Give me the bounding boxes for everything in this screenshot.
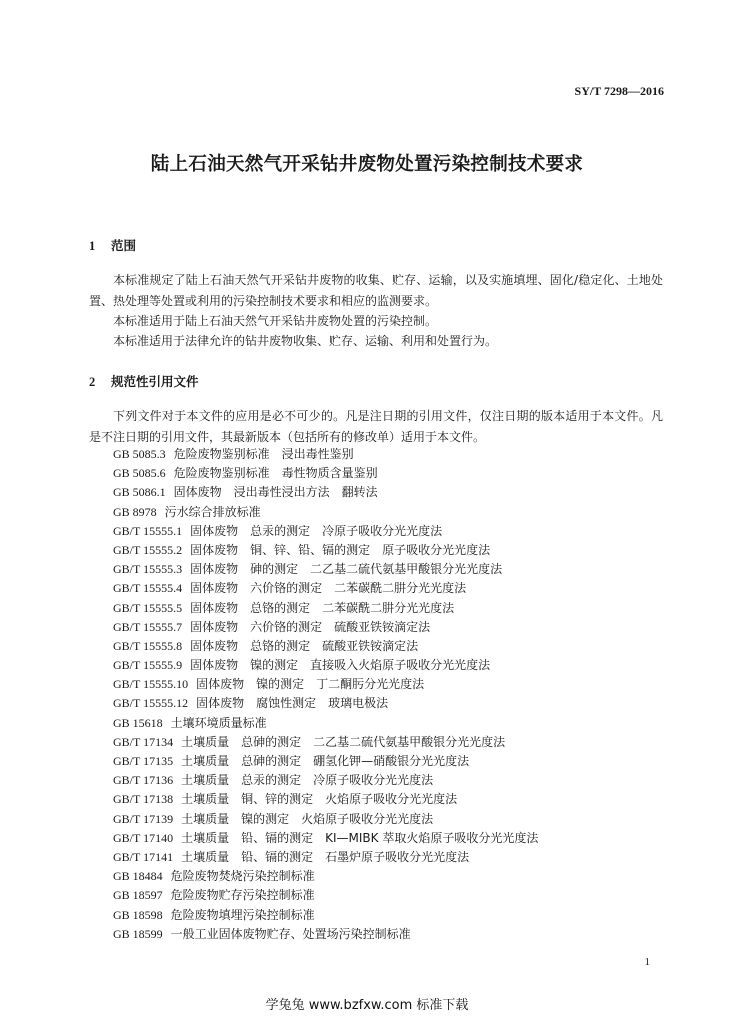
reference-title: 危险废物鉴别标准 毒性物质含量鉴别 bbox=[173, 466, 378, 481]
reference-item bbox=[113, 848, 538, 867]
section-2-heading bbox=[89, 372, 199, 390]
reference-item bbox=[113, 445, 538, 464]
section-1-number: 1 bbox=[89, 239, 96, 253]
reference-code: GB/T 15555.10 bbox=[113, 677, 189, 692]
reference-code: GB 5085.3 bbox=[113, 447, 166, 461]
reference-title: 危险废物焚烧污染控制标准 bbox=[170, 869, 315, 884]
reference-title: 固体废物 六价铬的测定 硫酸亚铁铵滴定法 bbox=[190, 619, 431, 634]
reference-item bbox=[113, 656, 538, 675]
reference-item bbox=[113, 637, 538, 656]
reference-title: 土壤质量 铜、锌的测定 火焰原子吸收分光光度法 bbox=[181, 792, 458, 807]
reference-title: 固体废物 六价铬的测定 二苯碳酰二肼分光光度法 bbox=[190, 581, 467, 596]
reference-item bbox=[113, 829, 538, 848]
reference-title: 固体废物 总汞的测定 冷原子吸收分光光度法 bbox=[190, 523, 443, 538]
reference-code: GB/T 15555.8 bbox=[113, 638, 183, 653]
references-intro: 下列文件对于本文件的应用是必不可少的。凡是注日期的引用文件，仅注日期的版本适用于本文件。凡是不注日期的引用文件，其最新版本（包括所有的修改单）适用于本文件。 bbox=[89, 409, 663, 444]
reference-code: GB/T 15555.7 bbox=[113, 619, 183, 634]
reference-code: GB/T 17136 bbox=[113, 773, 174, 788]
reference-title: 固体废物 总铬的测定 二苯碳酰二肼分光光度法 bbox=[190, 600, 455, 615]
reference-title: 土壤质量 铅、镉的测定 石墨炉原子吸收分光光度法 bbox=[181, 849, 470, 864]
document-title: 陆上石油天然气开采钻井废物处置污染控制技术要求 bbox=[150, 154, 584, 175]
reference-title: 固体废物 总铬的测定 硫酸亚铁铵滴定法 bbox=[190, 638, 419, 653]
reference-item bbox=[113, 733, 538, 752]
reference-code: GB/T 15555.5 bbox=[113, 600, 183, 615]
section-1-title: 范围 bbox=[111, 238, 137, 253]
reference-code: GB 8978 bbox=[113, 504, 157, 519]
reference-code: GB/T 15555.12 bbox=[113, 696, 189, 711]
page-number: 1 bbox=[644, 956, 650, 968]
reference-title: 固体废物 腐蚀性测定 玻璃电极法 bbox=[196, 696, 389, 711]
reference-item bbox=[113, 925, 538, 944]
reference-title: 土壤质量 总砷的测定 二乙基二硫代氨基甲酸银分光光度法 bbox=[181, 734, 506, 749]
reference-title: 土壤质量 铅、镉的测定 KI—MIBK 萃取火焰原子吸收分光光度法 bbox=[181, 830, 539, 845]
reference-item bbox=[113, 752, 538, 771]
reference-item bbox=[113, 579, 538, 598]
reference-title: 固体废物 镍的测定 丁二酮肟分光光度法 bbox=[196, 677, 425, 692]
reference-code: GB/T 17134 bbox=[113, 734, 174, 749]
section-2-number: 2 bbox=[89, 375, 96, 389]
reference-code: GB/T 17140 bbox=[113, 830, 174, 845]
reference-item bbox=[113, 599, 538, 618]
reference-code: GB 18598 bbox=[113, 907, 163, 922]
reference-code: GB/T 15555.4 bbox=[113, 581, 183, 596]
section-2-title: 规范性引用文件 bbox=[111, 374, 199, 389]
reference-item bbox=[113, 560, 538, 579]
reference-code: GB/T 15555.3 bbox=[113, 562, 183, 577]
standard-code: SY/T 7298—2016 bbox=[574, 84, 664, 98]
footer-watermark: 学兔兔 www.bzfxw.com 标准下载 bbox=[265, 998, 469, 1013]
reference-code: GB/T 17139 bbox=[113, 811, 174, 826]
reference-list bbox=[113, 445, 538, 944]
reference-code: GB 18597 bbox=[113, 888, 163, 903]
reference-item bbox=[113, 618, 538, 637]
reference-item bbox=[113, 886, 538, 905]
reference-code: GB 5085.6 bbox=[113, 466, 166, 481]
scope-paragraph-3: 本标准适用于法律允许的钻井废物收集、贮存、运输、利用和处置行为。 bbox=[113, 334, 498, 348]
reference-title: 危险废物鉴别标准 浸出毒性鉴别 bbox=[173, 447, 354, 461]
scope-paragraph-1: 本标准规定了陆上石油天然气开采钻井废物的收集、贮存、运输，以及实施填埋、固化/稳定化、土地处置、热处理等处置或利用的污染控制技术要求和相应的监测要求。 bbox=[89, 273, 663, 308]
reference-item bbox=[113, 694, 538, 713]
reference-title: 固体废物 砷的测定 二乙基二硫代氨基甲酸银分光光度法 bbox=[190, 562, 503, 577]
reference-title: 土壤环境质量标准 bbox=[170, 715, 267, 730]
reference-item bbox=[113, 522, 538, 541]
reference-code: GB 18484 bbox=[113, 869, 163, 884]
reference-item bbox=[113, 464, 538, 483]
reference-item bbox=[113, 906, 538, 925]
reference-code: GB/T 15555.1 bbox=[113, 523, 183, 538]
reference-code: GB/T 17141 bbox=[113, 849, 174, 864]
reference-code: GB/T 15555.9 bbox=[113, 658, 183, 673]
reference-item bbox=[113, 503, 538, 522]
reference-title: 污水综合排放标准 bbox=[164, 504, 261, 519]
reference-item bbox=[113, 771, 538, 790]
reference-code: GB/T 15555.2 bbox=[113, 542, 183, 557]
reference-title: 固体废物 镍的测定 直接吸入火焰原子吸收分光光度法 bbox=[190, 658, 491, 673]
reference-item bbox=[113, 810, 538, 829]
reference-title: 危险废物贮存污染控制标准 bbox=[170, 888, 315, 903]
reference-item bbox=[113, 867, 538, 886]
reference-item bbox=[113, 675, 538, 694]
reference-title: 一般工业固体废物贮存、处置场污染控制标准 bbox=[170, 926, 411, 941]
reference-item bbox=[113, 541, 538, 560]
reference-code: GB 18599 bbox=[113, 926, 163, 941]
reference-title: 固体废物 铜、锌、铅、镉的测定 原子吸收分光光度法 bbox=[190, 542, 491, 557]
reference-code: GB/T 17135 bbox=[113, 754, 174, 768]
reference-item bbox=[113, 714, 538, 733]
scope-paragraph-2: 本标准适用于陆上石油天然气开采钻井废物处置的污染控制。 bbox=[113, 314, 438, 328]
reference-code: GB/T 17138 bbox=[113, 792, 174, 807]
reference-item bbox=[113, 790, 538, 809]
section-1-heading bbox=[89, 236, 136, 254]
reference-item bbox=[113, 483, 538, 502]
reference-code: GB 15618 bbox=[113, 715, 163, 730]
reference-title: 土壤质量 镍的测定 火焰原子吸收分光光度法 bbox=[181, 811, 434, 826]
reference-title: 固体废物 浸出毒性浸出方法 翻转法 bbox=[173, 485, 378, 500]
reference-title: 危险废物填埋污染控制标准 bbox=[170, 907, 315, 922]
reference-title: 土壤质量 总砷的测定 硼氢化钾—硝酸银分光光度法 bbox=[181, 754, 470, 768]
reference-code: GB 5086.1 bbox=[113, 485, 166, 500]
reference-title: 土壤质量 总汞的测定 冷原子吸收分光光度法 bbox=[181, 773, 434, 788]
